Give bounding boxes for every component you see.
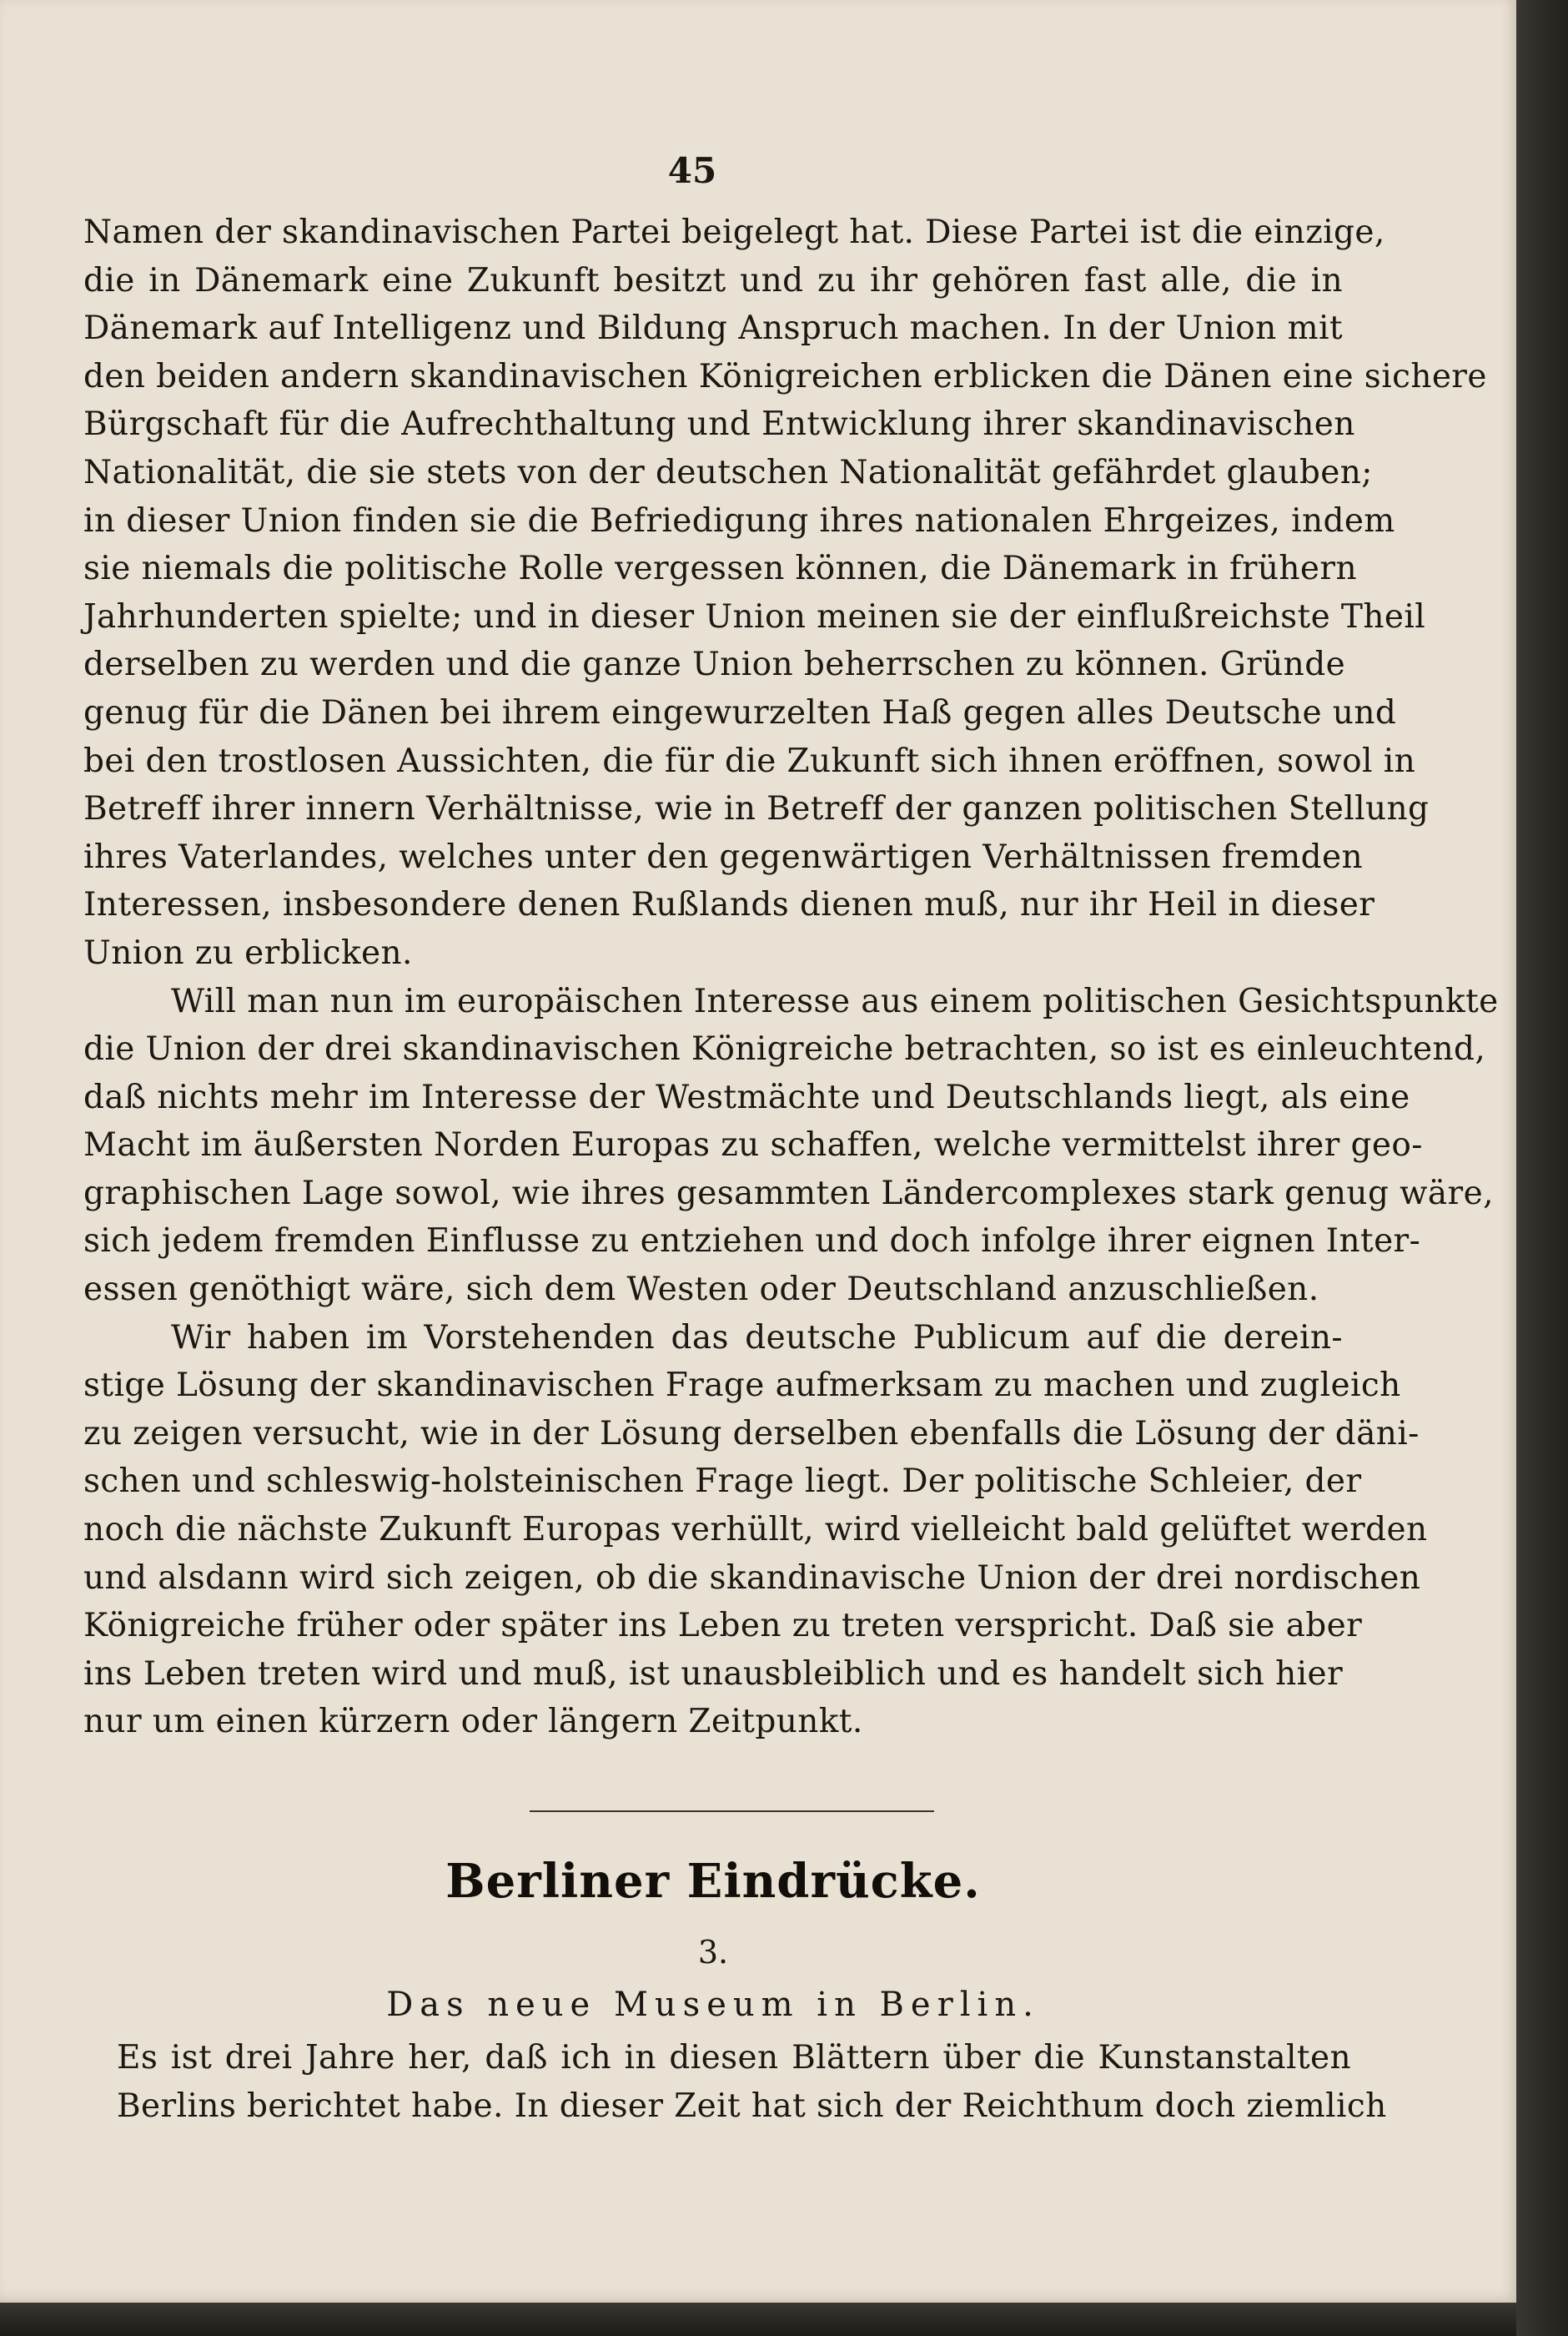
paragraph-start-line: Wir haben im Vorstehenden das deutsche Publicum auf die derein- xyxy=(171,1318,1343,1357)
text-line: schen und schleswig-holsteinischen Frage liegt. Der politische Schleier, der xyxy=(83,1463,1362,1501)
page-bottom-shadow xyxy=(0,2303,1516,2336)
text-line: Dänemark auf Intelligenz und Bildung Anspruch machen. In der Union mit xyxy=(83,310,1343,348)
text-line: Union zu erblicken. xyxy=(83,934,413,972)
text-line: Königreiche früher oder später ins Leben zu treten verspricht. Daß sie aber xyxy=(83,1607,1363,1645)
text-line: essen genöthigt wäre, sich dem Westen oder Deutschland anzuschließen. xyxy=(83,1271,1319,1309)
text-line: Nationalität, die sie stets von der deutschen Nationalität gefährdet glauben; xyxy=(83,453,1373,491)
section-number: 3. xyxy=(697,1934,729,1971)
text-line: ihres Vaterlandes, welches unter den gegenwärtigen Verhältnissen fremden xyxy=(83,838,1363,876)
text-line: genug für die Dänen bei ihrem eingewurzelten Haß gegen alles Deutsche und xyxy=(83,693,1397,732)
text-line: Interessen, insbesondere denen Rußlands dienen muß, nur ihr Heil in dieser xyxy=(83,886,1375,924)
text-line: Namen der skandinavischen Partei beigelegt hat. Diese Partei ist die einzige, xyxy=(83,214,1385,251)
text-line: die Union der drei skandinavischen Königreiche betrachten, so ist es einleuchtend, xyxy=(83,1030,1486,1069)
text-line: Jahrhunderten spielte; und in dieser Union meinen sie der einflußreichste Theil xyxy=(83,597,1426,636)
text-line: und alsdann wird sich zeigen, ob die skandinavische Union der drei nordischen xyxy=(83,1558,1421,1597)
body-text xyxy=(83,209,1499,1746)
text-line: Es ist drei Jahre her, daß ich in diesen Blättern über die Kunstanstalten xyxy=(117,2039,1351,2077)
paragraph-start-line: Will man nun im europäischen Interesse aus einem politischen Gesichtspunkte xyxy=(171,982,1499,1020)
section-subtitle: Das neue Museum in Berlin. xyxy=(386,1986,1040,2024)
text-line: sie niemals die politische Rolle vergessen können, die Dänemark in frühern xyxy=(83,550,1357,588)
text-line: ins Leben treten wird und muß, ist unausbleiblich und es handelt sich hier xyxy=(83,1654,1343,1693)
text-line: Betreff ihrer innern Verhältnisse, wie in Betreff der ganzen politischen Stellung xyxy=(83,790,1430,828)
section-title: Berliner Eindrücke. xyxy=(445,1854,981,1909)
text-line: bei den trostlosen Aussichten, die für die Zukunft sich ihnen eröffnen, sowol in xyxy=(83,742,1416,780)
page-number: 45 xyxy=(667,150,717,191)
text-line: zu zeigen versucht, wie in der Lösung derselben ebenfalls die Lösung der däni- xyxy=(83,1414,1420,1452)
text-line: den beiden andern skandinavischen Königreichen erblicken die Dänen eine sichere xyxy=(83,357,1487,395)
text-line: daß nichts mehr im Interesse der Westmächte und Deutschlands liegt, als eine xyxy=(83,1078,1410,1116)
text-line: noch die nächste Zukunft Europas verhüllt, wird vielleicht bald gelüftet werden xyxy=(83,1511,1428,1549)
text-line: die in Dänemark eine Zukunft besitzt und zu ihr gehören fast alle, die in xyxy=(83,261,1343,300)
text-line: Bürgschaft für die Aufrechthaltung und Entwicklung ihrer skandinavischen xyxy=(83,405,1355,444)
text-line: Macht im äußersten Norden Europas zu schaffen, welche vermittelst ihrer geo- xyxy=(83,1126,1423,1165)
section-body-text xyxy=(117,2034,1387,2130)
text-line: stige Lösung der skandinavischen Frage aufmerksam zu machen und zugleich xyxy=(83,1367,1401,1405)
text-line: nur um einen kürzern oder längern Zeitpunkt. xyxy=(83,1703,863,1741)
text-line: sich jedem fremden Einflusse zu entziehen und doch infolge ihrer eignen Inter- xyxy=(83,1222,1421,1261)
text-line: graphischen Lage sowol, wie ihres gesammten Ländercomplexes stark genug wäre, xyxy=(83,1174,1494,1212)
book-spine-shadow xyxy=(1516,0,1568,2336)
section-divider xyxy=(530,1810,934,1812)
text-line: derselben zu werden und die ganze Union beherrschen zu können. Gründe xyxy=(83,646,1346,684)
text-line: in dieser Union finden sie die Befriedigung ihres nationalen Ehrgeizes, indem xyxy=(83,501,1395,540)
text-line: Berlins berichtet habe. In dieser Zeit hat sich der Reichthum doch ziemlich xyxy=(117,2087,1387,2125)
